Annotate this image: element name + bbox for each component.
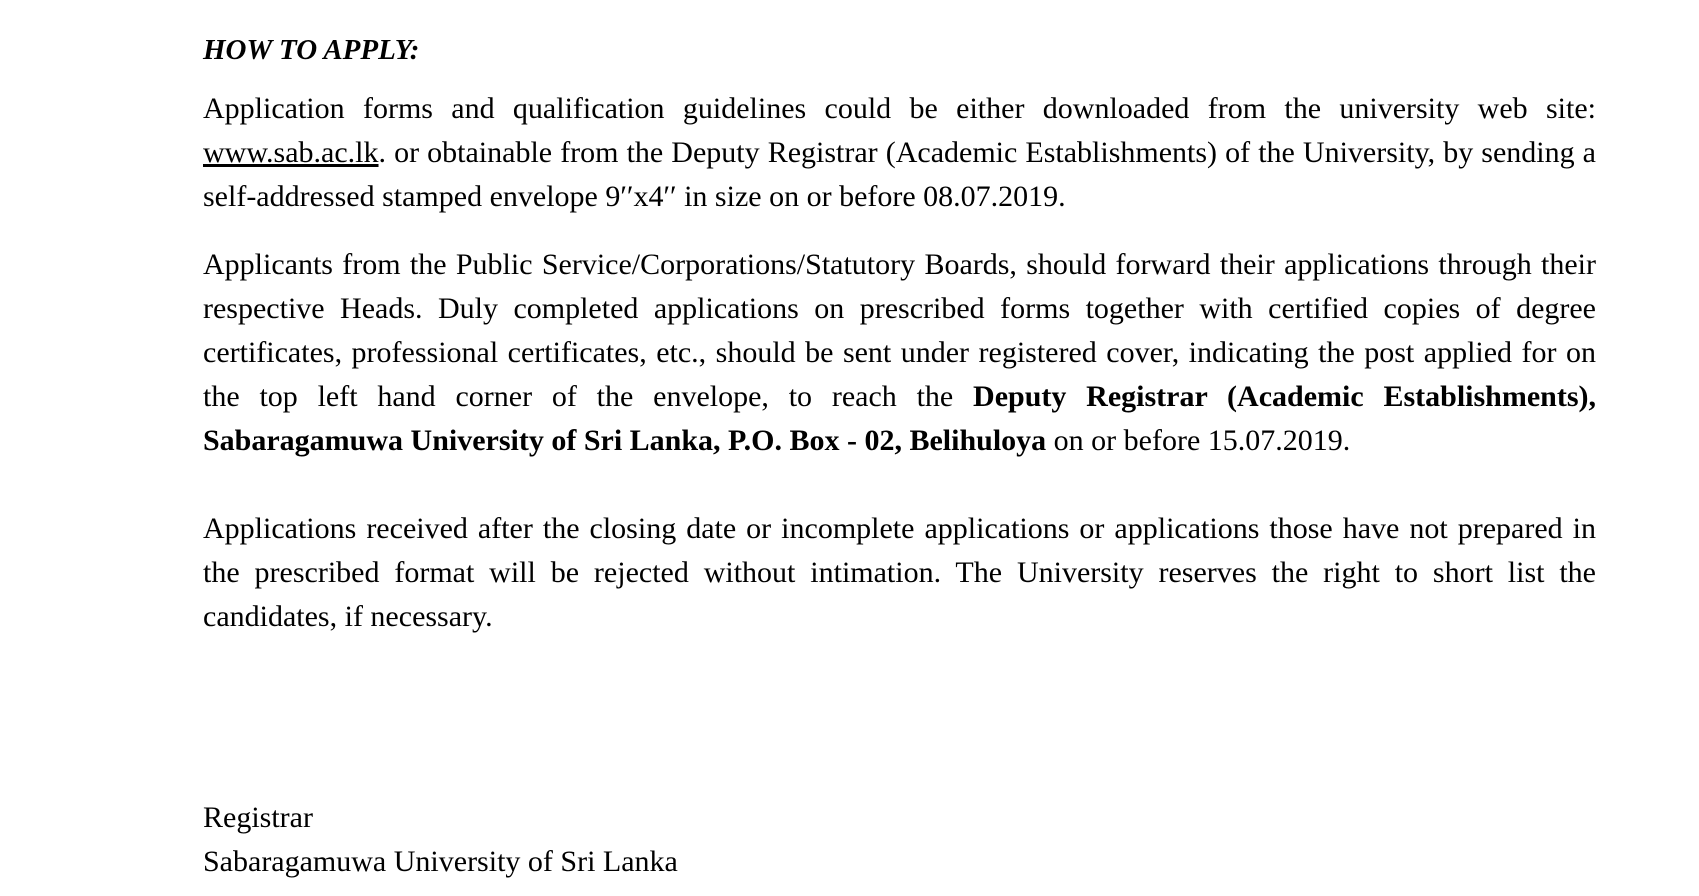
signatory-title: Registrar [203, 801, 313, 834]
paragraph-rejection-notice [203, 507, 1596, 639]
signature-block [203, 796, 678, 884]
paragraph-text: Applicants from the Public Service/Corporations/Statutory Boards, should forward their applications through their respective Heads. Duly completed applications on prescribed forms together with certified copies of degree certificates, professional certificates, etc., should be sent under registered cover, indicating the post applied for on the top left hand corner of the envelope, to reach the [203, 248, 1596, 413]
paragraph-text: Application forms and qualification guidelines could be either downloaded from the university web site: [203, 92, 1596, 125]
section-heading: HOW TO APPLY: [203, 34, 420, 66]
paragraph-text: . or obtainable from the Deputy Registrar (Academic Establishments) of the University, by sending a self-addressed stamped envelope 9′′x4′′ in size on or before 08.07.2019. [203, 136, 1596, 213]
paragraph-application-forms [203, 87, 1596, 219]
signatory-organization: Sabaragamuwa University of Sri Lanka [203, 845, 678, 878]
website-link[interactable]: www.sab.ac.lk [203, 136, 379, 169]
paragraph-text: Applications received after the closing date or incomplete applications or applications those have not prepared in the prescribed format will be rejected without intimation. The University reserves the right to short list the candidates, if necessary. [203, 512, 1596, 633]
paragraph-submission [203, 243, 1596, 463]
paragraph-text: on or before 15.07.2019. [1046, 424, 1351, 457]
postal-address: Deputy Registrar (Academic Establishments), Sabaragamuwa University of Sri Lanka, P.O. Box - 02, Belihuloya [203, 380, 1597, 457]
document-body [203, 28, 1596, 663]
